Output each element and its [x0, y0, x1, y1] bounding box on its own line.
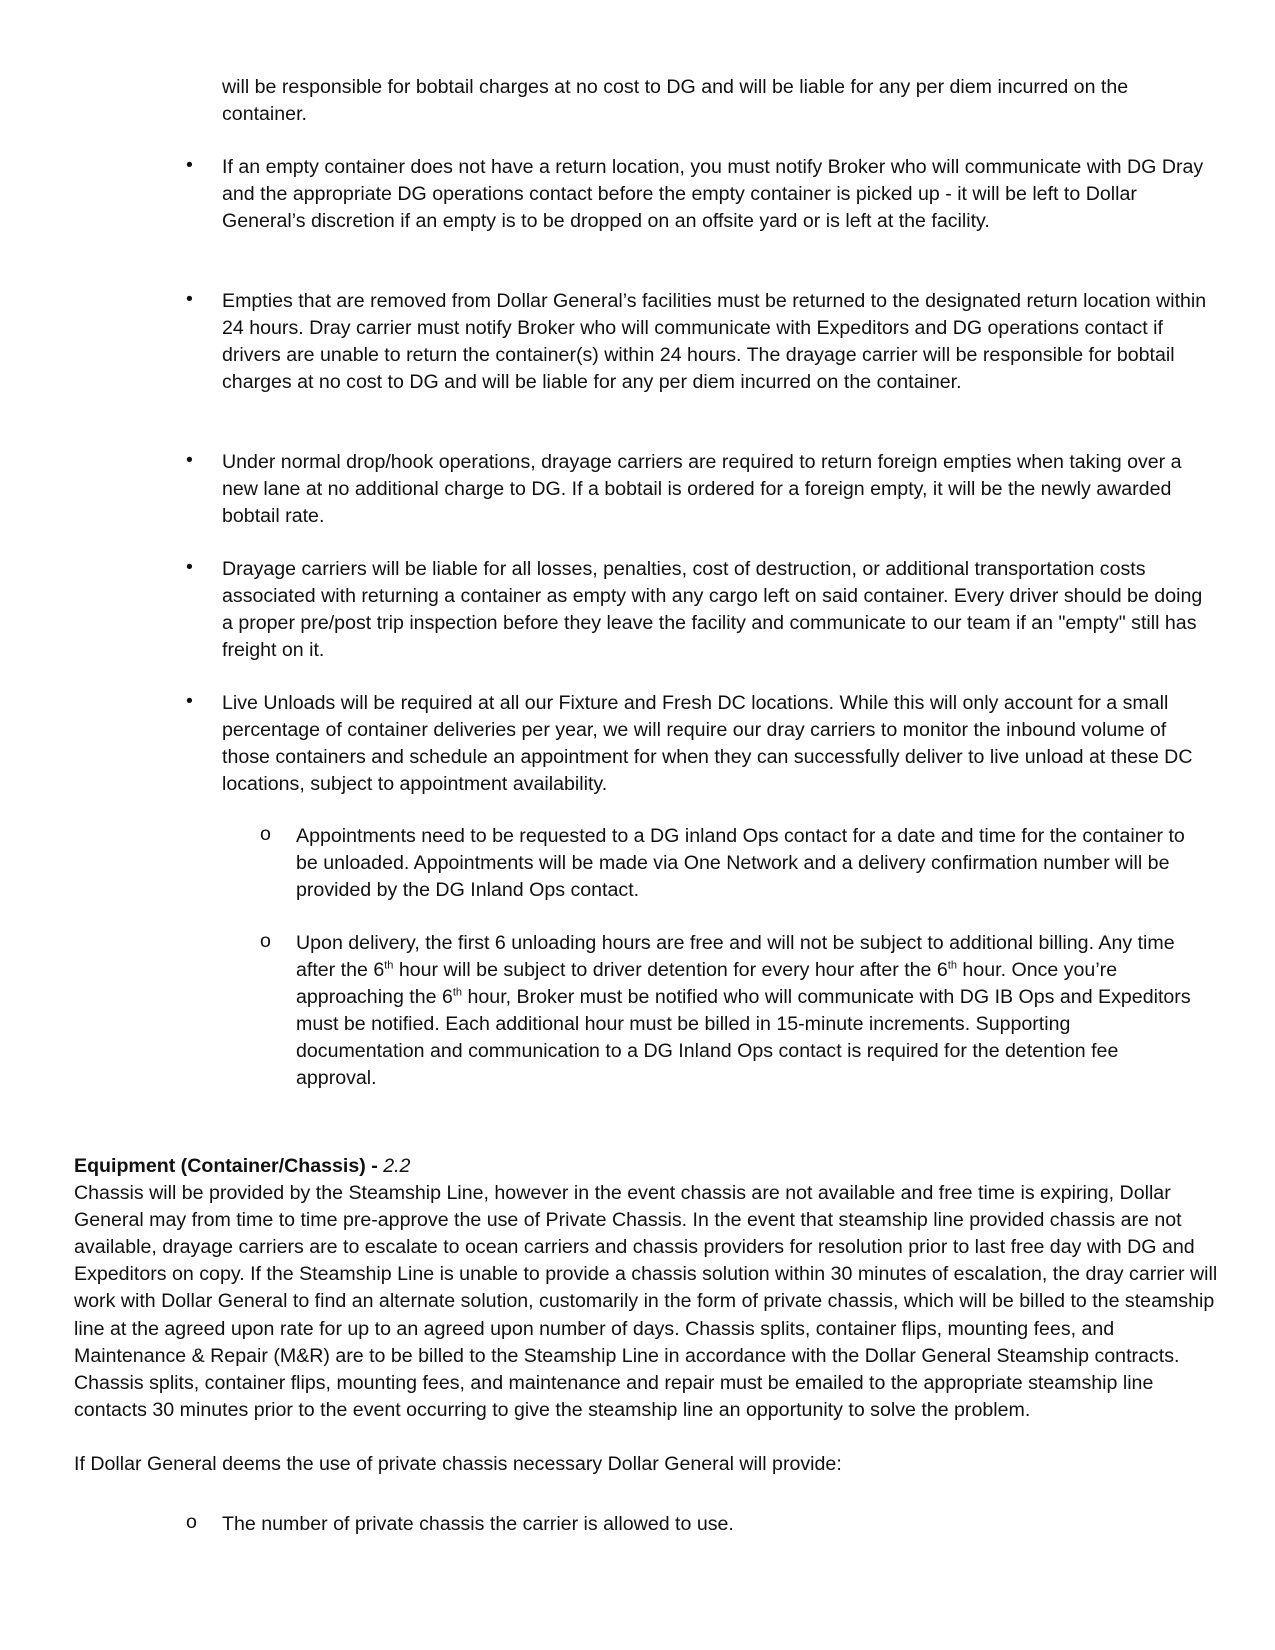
section-number: 2.2: [383, 1155, 411, 1177]
bullet-item: [186, 449, 1212, 530]
sub-bullet-text: The number of private chassis the carrier is allowed to use.: [222, 1513, 734, 1535]
bullet-text: If an empty container does not have a return location, you must notify Broker who will communicate with DG Dray and the appropriate DG operations contact before the empty container is picked up - it will be left to Dollar General’s discretion if an empty is to be dropped on an offsite yard or is left at the facility.: [222, 156, 1204, 233]
bullet-marker: •: [186, 449, 193, 471]
sub-bullet-item: [186, 1511, 1122, 1538]
sub-bullet-text: Upon delivery, the first 6 unloading hours are free and will not be subject to additional billing. Any time after the 6th hour will be subject to driver detention for every hour after the 6th hour. Once you’re approaching the 6th hour, Broker must be notified who will communicate with DG IB Ops and Expeditors must be notified. Each additional hour must be billed in 15-minute increments. Supporting documentation and communication to a DG Inland Ops contact is required for the detention fee approval.: [296, 932, 1191, 1090]
bullet-item: [186, 154, 1212, 235]
sub-bullet-text: Appointments need to be requested to a DG inland Ops contact for a date and time for the container to be unloaded. Appointments will be made via One Network and a delivery confirmation number will be provided by the DG Inland Ops contact.: [296, 825, 1185, 902]
bullet-marker: •: [186, 288, 193, 310]
bullet-marker: •: [186, 556, 193, 578]
section-body: Chassis will be provided by the Steamship Line, however in the event chassis are not available and free time is expiring, Dollar General may from time to time pre-approve the use of Private Chassis. In the event that steamship line provided chassis are not available, drayage carriers are to escalate to ocean carriers and chassis providers for resolution prior to last free day with DG and Expeditors on copy. If the Steamship Line is unable to provide a chassis solution within 30 minutes of escalation, the dray carrier will work with Dollar General to find an alternate solution, customarily in the form of private chassis, which will be billed to the steamship line at the agreed upon rate for up to an agreed upon number of days. Chassis splits, container flips, mounting fees, and Maintenance & Repair (M&R) are to be billed to the Steamship Line in accordance with the Dollar General Steamship contracts. Chassis splits, container flips, mounting fees, and maintenance and repair must be emailed to the appropriate steamship line contacts 30 minutes prior to the event occurring to give the steamship line an opportunity to solve the problem.: [74, 1182, 1218, 1421]
sub-bullet-marker: o: [186, 1511, 197, 1533]
sub-bullet-item: [260, 823, 1196, 904]
equipment-section: [74, 1153, 1224, 1478]
continuation-paragraph: will be responsible for bobtail charges at no cost to DG and will be liable for any per diem incurred on the container.: [222, 76, 1129, 126]
section-intro: If Dollar General deems the use of private chassis necessary Dollar General will provide:: [74, 1452, 842, 1475]
sub-bullet-item: [260, 930, 1196, 1093]
bullet-marker: •: [186, 154, 193, 176]
bullet-marker: •: [186, 690, 193, 712]
sub-bullet-marker: o: [260, 823, 271, 845]
bullet-item: [186, 690, 1212, 798]
bullet-item: [186, 288, 1212, 396]
bullet-text: Empties that are removed from Dollar General’s facilities must be returned to the designated return location within 24 hours. Dray carrier must notify Broker who will communicate with Expeditors and DG operations contact if drivers are unable to return the container(s) within 24 hours. The drayage carrier will be responsible for bobtail charges at no cost to DG and will be liable for any per diem incurred on the container.: [222, 290, 1207, 394]
sub-bullet-marker: o: [260, 930, 271, 952]
bullet-item: [186, 556, 1212, 664]
bullet-text: Live Unloads will be required at all our Fixture and Fresh DC locations. While this will only account for a small percentage of container deliveries per year, we will require our dray carriers to monitor the inbound volume of those containers and schedule an appointment for when they can successfully deliver to live unload at these DC locations, subject to appointment availability.: [222, 692, 1193, 796]
section-heading: Equipment (Container/Chassis) - 2.2: [74, 1155, 411, 1177]
bullet-text: Under normal drop/hook operations, drayage carriers are required to return foreign empties when taking over a new lane at no additional charge to DG. If a bobtail is ordered for a foreign empty, it will be the newly awarded bobtail rate.: [222, 451, 1182, 528]
bullet-text: Drayage carriers will be liable for all losses, penalties, cost of destruction, or additional transportation costs associated with returning a container as empty with any cargo left on said container. Every driver should be doing a proper pre/post trip inspection before they leave the facility and communicate to our team if an "empty" still has freight on it.: [222, 558, 1203, 662]
